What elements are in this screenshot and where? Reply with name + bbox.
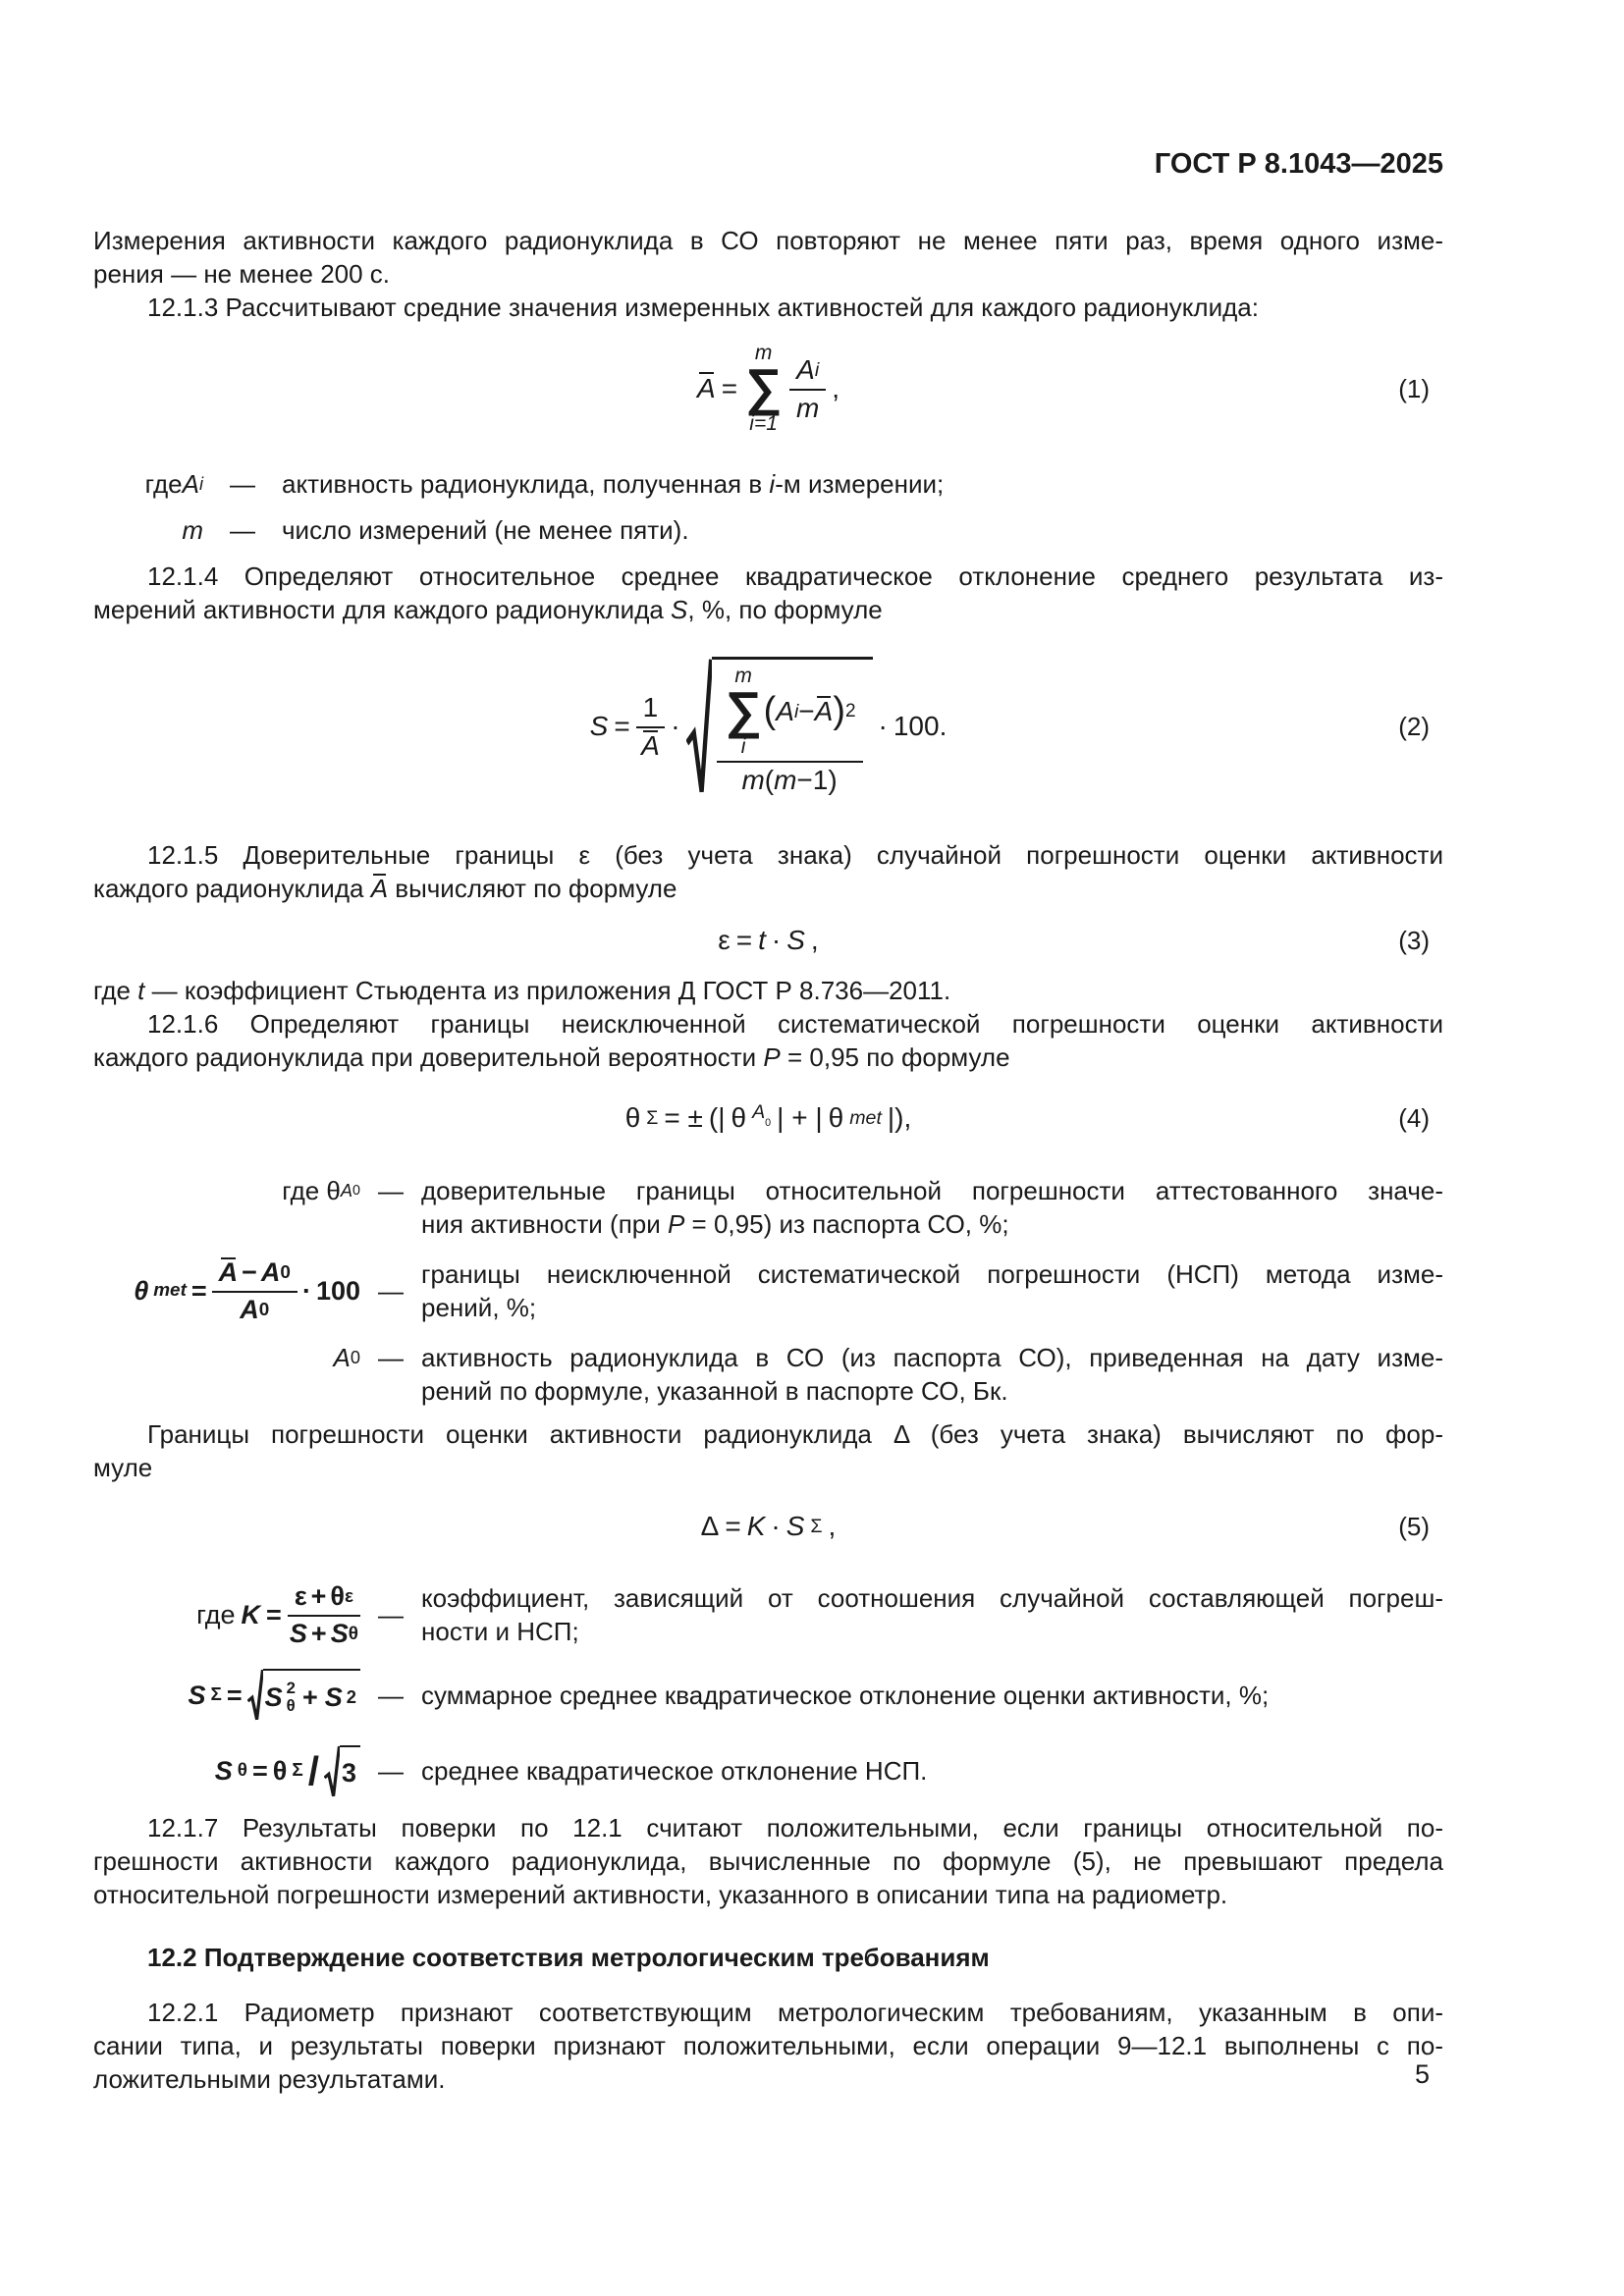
plus-sign: + — [301, 1682, 318, 1712]
formula-number: (5) — [1398, 1512, 1430, 1542]
square-root — [247, 1669, 360, 1721]
symbol-theta: θ — [828, 1101, 844, 1133]
formula-5 — [93, 1502, 1443, 1551]
symbol-theta: θ — [731, 1101, 747, 1133]
symbol-S: S — [589, 710, 609, 741]
text-line: 12.1.6 Определяют границы неисключенной систематической погрешности оценки активности — [147, 1009, 1443, 1039]
sum-upper-limit: m — [754, 342, 773, 365]
subscript-epsilon: ε — [345, 1585, 353, 1607]
constant-100: 100. — [893, 710, 947, 741]
text-line: доверительные границы относительной погрешности аттестованного значе- — [421, 1176, 1443, 1205]
definition-description: среднее квадратическое отклонение НСП. — [421, 1756, 928, 1787]
sum-lower-limit: i=1 — [749, 411, 778, 435]
text-line: ности и НСП; — [421, 1617, 579, 1647]
symbol-S: S — [188, 1680, 206, 1710]
square-root — [324, 1745, 360, 1797]
symbol-A-bar: A — [697, 372, 716, 403]
formula-5-body — [701, 1510, 837, 1543]
paragraph-12-1-7 — [93, 1811, 1443, 1911]
multiply-dot: · — [671, 710, 680, 741]
definition-row — [93, 467, 1443, 501]
text-line: Границы погрешности оценки активности радионуклида Δ (без учета знака) вычисляют по фор- — [147, 1419, 1443, 1450]
symbol-A-bar: A — [641, 729, 660, 761]
symbol-A0: A — [260, 1257, 281, 1287]
open-paren: ( — [763, 690, 777, 732]
radical-sign-icon — [686, 657, 712, 796]
text-line: границы неисключенной систематической погрешности (НСП) метода изме- — [421, 1259, 1443, 1290]
fraction-under-root — [717, 665, 863, 796]
sigma-symbol: ∑ — [725, 682, 762, 740]
symbol-S: S — [785, 1511, 805, 1542]
subscript-sigma: Σ — [646, 1106, 659, 1129]
symbol-epsilon: ε — [294, 1581, 307, 1612]
subscript-met: met — [153, 1280, 187, 1302]
plus-sign: + — [310, 1619, 327, 1649]
formula-2 — [93, 644, 1443, 809]
definition-term: где θ A 0 — [282, 1176, 360, 1205]
definition-term: A 0 — [333, 1343, 360, 1373]
subscript-sigma: Σ — [210, 1683, 222, 1705]
numerator-1: 1 — [636, 691, 666, 728]
minus-sign: − — [798, 695, 815, 726]
subscript-0: 0 — [258, 1299, 270, 1320]
symbol-S: S — [214, 1756, 233, 1787]
subscript-sigma: Σ — [292, 1760, 303, 1782]
subscript-sigma: Σ — [810, 1516, 823, 1538]
symbol-Ai: A — [776, 695, 794, 726]
fraction — [288, 1580, 360, 1649]
text-line: мерений активности для каждого радионуклида S, %, по формуле — [93, 595, 883, 624]
subscript-theta: θ — [237, 1760, 247, 1782]
formula-number: (3) — [1398, 926, 1430, 955]
paragraph-granicy — [93, 1417, 1443, 1484]
formula-number: (2) — [1398, 712, 1430, 741]
text-line: каждого радионуклида A вычисляют по формуле — [93, 874, 677, 903]
fraction — [212, 1256, 298, 1325]
text-line: коэффициент, зависящий от соотношения случайной составляющей погреш- — [421, 1583, 1443, 1614]
formula-2-body — [590, 657, 947, 796]
subscript-0: 0 — [280, 1261, 291, 1283]
paragraph-intro — [93, 224, 1443, 291]
subscript-A: A — [752, 1101, 766, 1124]
text-line: рений по формуле, указанной в паспорте СО, Бк. — [421, 1376, 1008, 1407]
fraction — [789, 353, 826, 424]
definition-row — [93, 1174, 1443, 1241]
definition-term: m — [182, 515, 203, 545]
symbol-S: S — [264, 1682, 283, 1712]
symbol-theta: θ — [272, 1756, 288, 1787]
symbol-K: K — [746, 1511, 766, 1542]
equals-sign: = — [614, 710, 630, 741]
definition-dash: — — [378, 1276, 404, 1307]
definition-description — [421, 1341, 1443, 1408]
equals-sign: = — [266, 1600, 282, 1630]
symbol-theta: θ — [624, 1101, 641, 1133]
symbol-epsilon: ε — [718, 925, 731, 955]
definition-description: суммарное среднее квадратическое отклонение оценки активности, %; — [421, 1680, 1270, 1710]
definition-description — [421, 1174, 1443, 1241]
equals-sign: = — [251, 1756, 268, 1787]
definition-description — [421, 1581, 1443, 1648]
square-root — [686, 657, 873, 796]
text-line: грешности активности каждого радионуклида, вычисленные по формуле (5), не превышают предела — [93, 1845, 1443, 1876]
summation-operator — [745, 343, 782, 434]
definition-term-formula-S-theta — [93, 1745, 360, 1797]
text-line: где t — коэффициент Стьюдента из приложения Д ГОСТ Р 8.736—2011. — [93, 976, 951, 1005]
text-line: относительной погрешности измерений активности, указанного в описании типа на радиометр. — [93, 1879, 1228, 1909]
text-line: сании типа, и результаты поверки признают положительными, если операции 9—12.1 выполнены с по- — [93, 2030, 1443, 2060]
multiply-dot: · — [878, 710, 888, 741]
definition-term-formula-theta-met — [93, 1256, 360, 1325]
equals-sign: = — [721, 372, 738, 403]
document-title: ГОСТ Р 8.1043—2025 — [1154, 148, 1443, 180]
definition-dash: — — [378, 1176, 404, 1205]
definition-dash: — — [230, 515, 255, 545]
symbol-A0: A — [240, 1295, 259, 1325]
subscript-theta: θ — [348, 1623, 358, 1644]
paragraph-12-1-3 — [93, 291, 1443, 324]
denominator-tail: −1) — [796, 764, 838, 795]
symbol-theta: θ — [134, 1276, 149, 1307]
formula-1 — [93, 336, 1443, 442]
radical-sign-icon — [247, 1669, 263, 1721]
paragraph-12-1-5 — [93, 838, 1443, 905]
equals-plusminus: = ± — [664, 1101, 703, 1133]
paragraph-12-1-6 — [93, 1007, 1443, 1074]
subscript-i: i — [793, 700, 799, 722]
close-paren: ) — [833, 690, 845, 732]
symbol-theta: θ — [330, 1581, 346, 1612]
comma: , — [828, 1511, 837, 1542]
text-line: каждого радионуклида при доверительной вероятности P = 0,95 по формуле — [93, 1042, 1010, 1072]
paragraph-12-2-1 — [93, 1996, 1443, 2096]
word-gde: где — [196, 1600, 236, 1630]
equals-sign: = — [226, 1680, 243, 1710]
superscript-2: 2 — [286, 1679, 296, 1698]
text-line: ложительными результатами. — [93, 2063, 446, 2094]
text-line: 12.1.3 Рассчитывают средние значения измеренных активностей для каждого радионуклида: — [147, 293, 1259, 322]
text-line: активность радионуклида в СО (из паспорта СО), приведенная на дату изме- — [421, 1343, 1443, 1373]
plus-sign: + — [310, 1581, 327, 1612]
definition-term: где A i — [144, 469, 203, 499]
open-paren-bar: (| — [708, 1101, 726, 1133]
symbol-Ai: A — [796, 353, 815, 385]
definition-row — [93, 1669, 1443, 1721]
text-line: 12.1.5 Доверительные границы ε (без учета знака) случайной погрешности оценки активности — [147, 840, 1443, 870]
text-line: муле — [93, 1453, 153, 1483]
equals-sign: = — [725, 1511, 741, 1542]
multiply-dot: · — [301, 1276, 311, 1307]
symbol-S: S — [289, 1619, 307, 1649]
open-paren: ( — [764, 764, 775, 795]
text-line: 12.2 Подтверждение соответствия метрологическим требованиям — [147, 1942, 990, 1972]
constant-3: 3 — [340, 1745, 360, 1797]
summation-operator — [726, 666, 762, 757]
symbol-S: S — [786, 925, 805, 955]
symbol-S: S — [324, 1682, 343, 1712]
text-line: Измерения активности каждого радионуклида в СО повторяют не менее пяти раз, время одного изме- — [93, 226, 1443, 255]
subscript-0: 0 — [765, 1117, 772, 1130]
bar-plus-bar: | + | — [777, 1101, 823, 1133]
definition-term-formula-S-sum — [93, 1669, 360, 1721]
definition-dash: — — [378, 1600, 404, 1630]
text-line: 12.1.7 Результаты поверки по 12.1 считают положительными, если границы относительной по- — [147, 1812, 1443, 1842]
definition-row — [93, 1256, 1443, 1325]
equals-sign: = — [190, 1276, 207, 1307]
page-number: 5 — [1414, 2059, 1430, 2089]
symbol-m: m — [774, 764, 797, 795]
definition-dash: — — [230, 469, 255, 499]
subscript-theta: θ — [286, 1695, 296, 1715]
definition-term-formula-K — [93, 1580, 360, 1649]
text-line: ния активности (при P = 0,95) из паспорта СО, %; — [421, 1209, 1009, 1239]
symbol-delta: Δ — [700, 1511, 720, 1542]
definition-dash: — — [378, 1680, 404, 1710]
superscript-2: 2 — [346, 1685, 356, 1707]
comma: , — [810, 925, 819, 955]
multiply-dot: · — [771, 1511, 781, 1542]
paragraph-t-definition — [93, 974, 1443, 1007]
definition-row — [93, 1745, 1443, 1797]
text-line: рения — не менее 200 с. — [93, 259, 391, 289]
symbol-t: t — [758, 925, 766, 955]
formula-3 — [93, 919, 1443, 962]
definition-description: число измерений (не менее пяти). — [282, 515, 689, 545]
symbol-A-bar: A — [814, 695, 834, 726]
sigma-symbol: ∑ — [745, 359, 783, 417]
multiply-dot: · — [771, 925, 782, 955]
subscript-i: i — [814, 358, 820, 381]
page-content — [93, 147, 1443, 2096]
formula-4 — [93, 1092, 1443, 1145]
definition-description: активность радионуклида, полученная в i-м измерении; — [282, 469, 945, 499]
definition-row — [93, 1580, 1443, 1649]
formula-number: (1) — [1398, 374, 1430, 403]
symbol-K: K — [241, 1600, 261, 1630]
minus-sign: − — [242, 1257, 257, 1287]
sum-lower-limit: i — [740, 734, 746, 758]
formula-number: (4) — [1398, 1103, 1430, 1133]
subscript-met: met — [849, 1106, 882, 1129]
formula-3-body — [718, 924, 818, 957]
definition-dash: — — [378, 1756, 404, 1787]
definition-row — [93, 513, 1443, 547]
superscript-2: 2 — [844, 700, 856, 721]
symbol-S: S — [330, 1619, 349, 1649]
symbol-A-bar: A — [218, 1257, 239, 1287]
sum-upper-limit: m — [734, 665, 752, 688]
heading-12-2 — [93, 1941, 1443, 1974]
text-line: 12.2.1 Радиометр признают соответствующим метрологическим требованиям, указанным в опи- — [147, 1997, 1443, 2027]
constant-100: 100 — [315, 1276, 360, 1307]
division-slash: / — [307, 1747, 319, 1793]
radical-sign-icon — [324, 1745, 340, 1797]
fraction-one-over-A — [636, 691, 666, 762]
formula-1-body — [697, 343, 839, 434]
definition-row — [93, 1341, 1443, 1408]
formula-4-body — [625, 1095, 912, 1140]
definition-description — [421, 1257, 1443, 1324]
comma: , — [832, 372, 839, 403]
close-bar-paren: |), — [887, 1101, 912, 1133]
paragraph-12-1-4 — [93, 560, 1443, 626]
text-line: 12.1.4 Определяют относительное среднее квадратическое отклонение среднего результата из- — [147, 561, 1443, 591]
definition-dash: — — [378, 1343, 404, 1373]
symbol-m: m — [796, 392, 820, 423]
text-line: рений, %; — [421, 1293, 537, 1323]
symbol-m: m — [741, 764, 765, 795]
equals-sign: = — [735, 925, 753, 955]
